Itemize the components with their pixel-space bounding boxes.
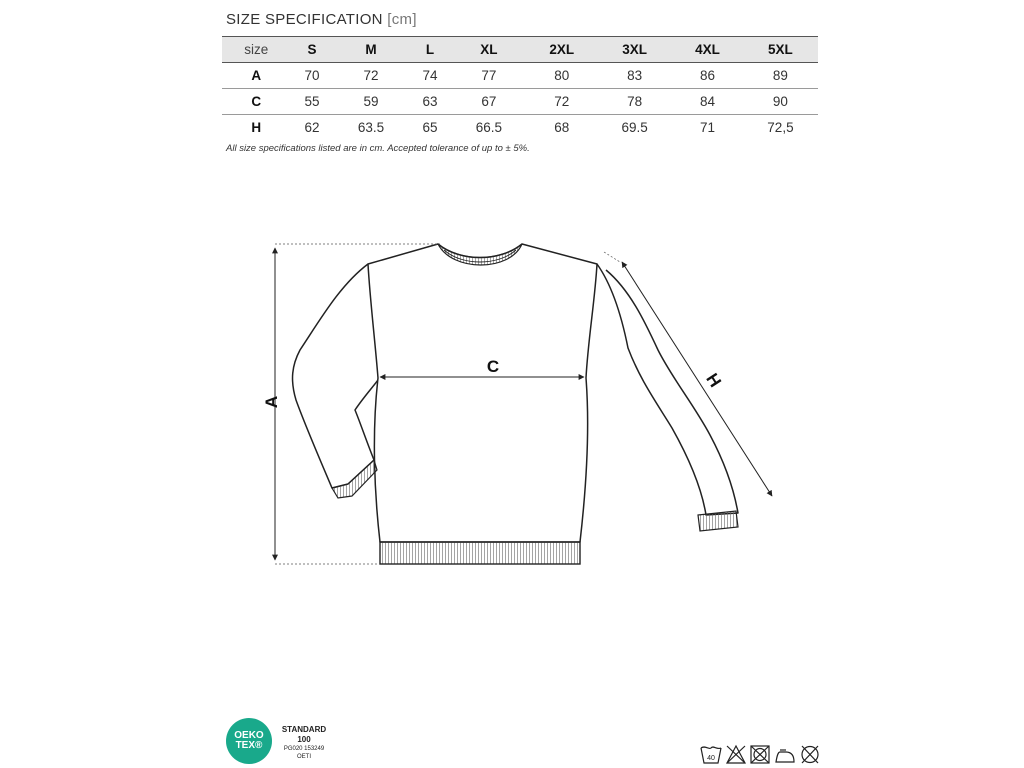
table-cell: 63.5 [357,120,385,135]
table-cell: 66.5 [475,120,503,135]
wash-temp: 40 [707,755,715,762]
table-cell: 77 [481,68,497,83]
no-bleach-icon [727,746,745,763]
table-cell: 71 [700,120,716,135]
header-m: M [365,42,377,57]
table-cell: 69.5 [621,120,648,135]
table-cell: 74 [422,68,438,83]
header-3xl: 3XL [622,42,648,57]
oeko-line1: OEKO [234,730,264,741]
table-cell: 62 [304,120,320,135]
iron-icon [776,750,794,762]
header-size: size [244,42,269,57]
waistband-rib [380,542,580,564]
right-cuff [698,511,738,531]
certificate-code: PG020 153249 [283,746,325,752]
table-cell: 89 [772,68,788,83]
table-cell: 55 [304,94,320,109]
label-a: A [262,395,281,409]
table-cell: 86 [700,68,716,83]
table-cell: 72 [363,68,379,83]
spec-title-text: SIZE SPECIFICATION [226,11,383,28]
table-cell: 65 [422,120,438,135]
table-cell: 83 [627,68,643,83]
table-cell: 63 [422,94,438,109]
table-cell: 72 [554,94,570,109]
header-5xl: 5XL [768,42,793,57]
table-cell: 78 [627,94,643,109]
table-cell: 68 [554,120,570,135]
table-cell: 67 [481,94,497,109]
wash-40-icon [701,747,721,763]
table-cell: 72,5 [767,120,794,135]
header-4xl: 4XL [695,42,720,57]
certificate-institute: OETI [296,754,311,760]
no-dry-clean-icon [802,746,818,763]
row-label-c: C [251,94,262,109]
standard-line1: STANDARD [281,725,327,734]
header-2xl: 2XL [549,42,575,57]
row-label-a: A [251,68,262,83]
standard-line2: 100 [297,735,311,744]
table-cell: 80 [554,68,570,83]
table-cell: 90 [772,94,788,109]
standard-100-label [276,725,332,761]
table-cell: 70 [304,68,320,83]
row-label-h: H [251,120,262,135]
label-c: C [486,357,500,376]
care-symbols [700,744,824,766]
spec-unit: [cm] [387,11,417,28]
oeko-tex-badge [226,718,272,764]
sweatshirt-outline [293,244,738,542]
label-h: H [702,369,725,391]
header-l: L [425,42,435,57]
header-xl: XL [480,42,498,57]
tolerance-note: All size specifications listed are in cm. Accepted tolerance of up to ± 5%. [226,143,530,154]
header-s: S [307,42,317,57]
oeko-line2: TEX® [235,740,263,751]
table-cell: 59 [363,94,379,109]
no-tumble-dry-icon [751,746,769,763]
table-cell: 84 [700,94,716,109]
